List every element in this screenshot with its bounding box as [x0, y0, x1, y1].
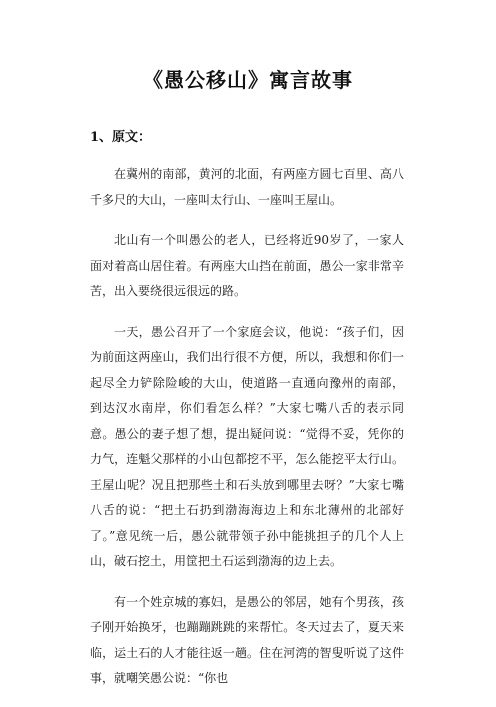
- paragraph-3: 一天，愚公召开了一个家庭会议，他说：“孩子们，因为前面这两座山，我们出行很不方便，所以，我想和你们一起尽全力铲除险峻的大山，使道路一直通向豫州的南部， 到达汉水南岸，你们看怎么样？”大家七嘴八舌的表示同意。愚公的妻子想了想，提出疑问说：“觉得不妥，凭你的力气，连魁父那样的小山包都挖不平，怎么能挖平太行山。王屋山呢？况且把那些土和石头放到哪里去呀？”大家七嘴八舌的说：“把土石扔到渤海海边上和东北薄州的北部好了。”意见统一后，愚公就带领子孙中能挑担子的几个人上山，破石挖土，用筐把土石运到渤海的边上去。: [90, 324, 404, 568]
- page-title: 《愚公移山》寓言故事: [143, 68, 353, 92]
- document-body: [90, 162, 404, 707]
- paragraph-4: 有一个姓京城的寡妇，是愚公的邻居，她有个男孩，孩子刚开始换牙，也蹦蹦跳跳的来帮忙。冬天过去了，夏天来临，运土石的人才能往返一趟。住在河湾的智叟听说了这件事，就嘲笑愚公说：“你也: [90, 594, 404, 685]
- paragraph-1: 在冀州的南部，黄河的北面，有两座方圆七百里、高八千多尺的大山，一座叫太行山、一座叫王屋山。: [90, 167, 404, 207]
- section-heading: 1、原文：: [90, 130, 152, 145]
- paragraph-2: 北山有一个叫愚公的老人，已经将近90岁了，一家人面对着高山居住着。有两座大山挡在前面，愚公一家非常辛苦，出入要绕很远很远的路。: [90, 233, 404, 298]
